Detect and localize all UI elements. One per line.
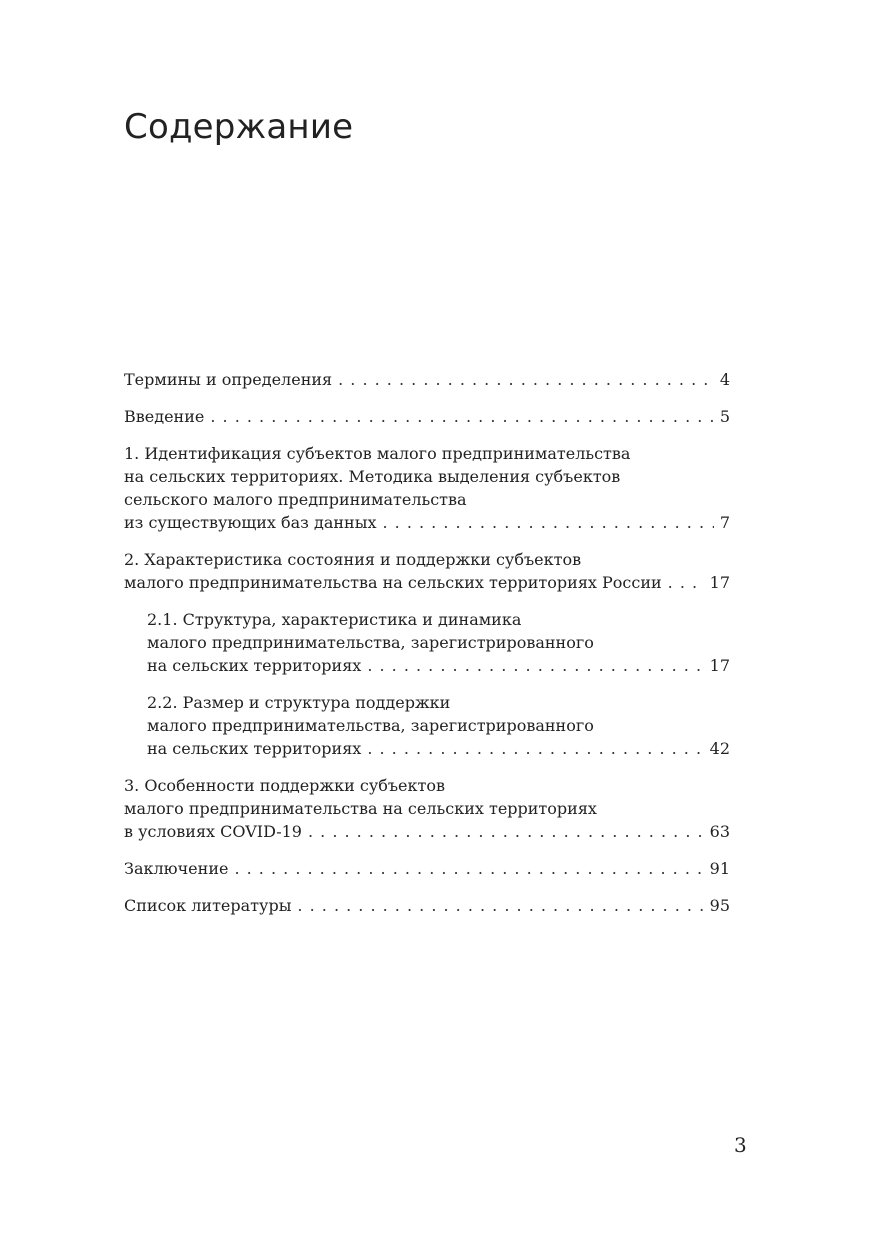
toc-dot-leader <box>367 654 703 677</box>
toc-entry-last-line <box>124 405 730 428</box>
toc-dot-leader <box>338 368 714 391</box>
toc-entry[interactable] <box>124 368 730 391</box>
toc-page-number: 63 <box>709 822 730 841</box>
toc-page-number: 91 <box>709 859 730 878</box>
toc-page-number: 4 <box>719 370 730 389</box>
table-of-contents <box>124 368 730 917</box>
toc-entry-line: 2.1. Структура, характеристика и динамика <box>147 610 522 629</box>
toc-page-number: 7 <box>719 513 730 532</box>
toc-entry-title: Список литературы <box>124 896 292 915</box>
toc-page-number: 95 <box>709 896 730 915</box>
toc-entry-line: 1. Идентификация субъектов малого предпринимательства <box>124 444 631 463</box>
toc-dot-leader <box>367 737 703 760</box>
toc-entry[interactable] <box>124 405 730 428</box>
toc-entry-last-line <box>124 368 730 391</box>
toc-entry-line: малого предпринимательства, зарегистрированного <box>147 716 594 735</box>
toc-entry-last-line <box>147 737 730 760</box>
toc-entry-title: на сельских территориях <box>147 739 362 758</box>
page-number: 3 <box>734 1133 747 1157</box>
toc-entry-line: 2.2. Размер и структура поддержки <box>147 693 451 712</box>
toc-dot-leader <box>308 820 704 843</box>
toc-entry-last-line <box>124 894 730 917</box>
toc-entry[interactable] <box>124 548 730 594</box>
toc-entry-last-line <box>124 820 730 843</box>
toc-entry-last-line <box>124 571 730 594</box>
toc-entry-title: из существующих баз данных <box>124 513 377 532</box>
toc-dot-leader <box>382 511 713 534</box>
toc-entry-title: Заключение <box>124 859 229 878</box>
toc-entry-title: Введение <box>124 407 205 426</box>
page-title: Содержание <box>124 107 354 147</box>
toc-entry-line: сельского малого предпринимательства <box>124 490 467 509</box>
toc-entry-last-line <box>124 511 730 534</box>
toc-dot-leader <box>297 894 703 917</box>
toc-dot-leader <box>234 857 703 880</box>
toc-entry-title: малого предпринимательства на сельских территориях России <box>124 573 662 592</box>
toc-page-number: 42 <box>709 739 730 758</box>
toc-dot-leader <box>210 405 713 428</box>
toc-entry[interactable] <box>124 857 730 880</box>
toc-dot-leader <box>668 571 704 594</box>
toc-entry-title: в условиях COVID-19 <box>124 822 302 841</box>
toc-entry[interactable] <box>124 442 730 534</box>
toc-entry[interactable] <box>147 691 730 760</box>
toc-entry[interactable] <box>124 894 730 917</box>
toc-entry[interactable] <box>147 608 730 677</box>
toc-entry-last-line <box>147 654 730 677</box>
toc-entry-title: на сельских территориях <box>147 656 362 675</box>
toc-entry-title: Термины и определения <box>124 370 333 389</box>
toc-entry-line: на сельских территориях. Методика выделения субъектов <box>124 467 621 486</box>
toc-entry-last-line <box>124 857 730 880</box>
toc-entry[interactable] <box>124 774 730 843</box>
toc-entry-line: малого предпринимательства на сельских территориях <box>124 799 597 818</box>
toc-entry-line: 3. Особенности поддержки субъектов <box>124 776 446 795</box>
toc-entry-line: малого предпринимательства, зарегистрированного <box>147 633 594 652</box>
toc-page-number: 17 <box>709 573 730 592</box>
toc-page-number: 17 <box>709 656 730 675</box>
toc-page-number: 5 <box>719 407 730 426</box>
toc-entry-line: 2. Характеристика состояния и поддержки субъектов <box>124 550 582 569</box>
